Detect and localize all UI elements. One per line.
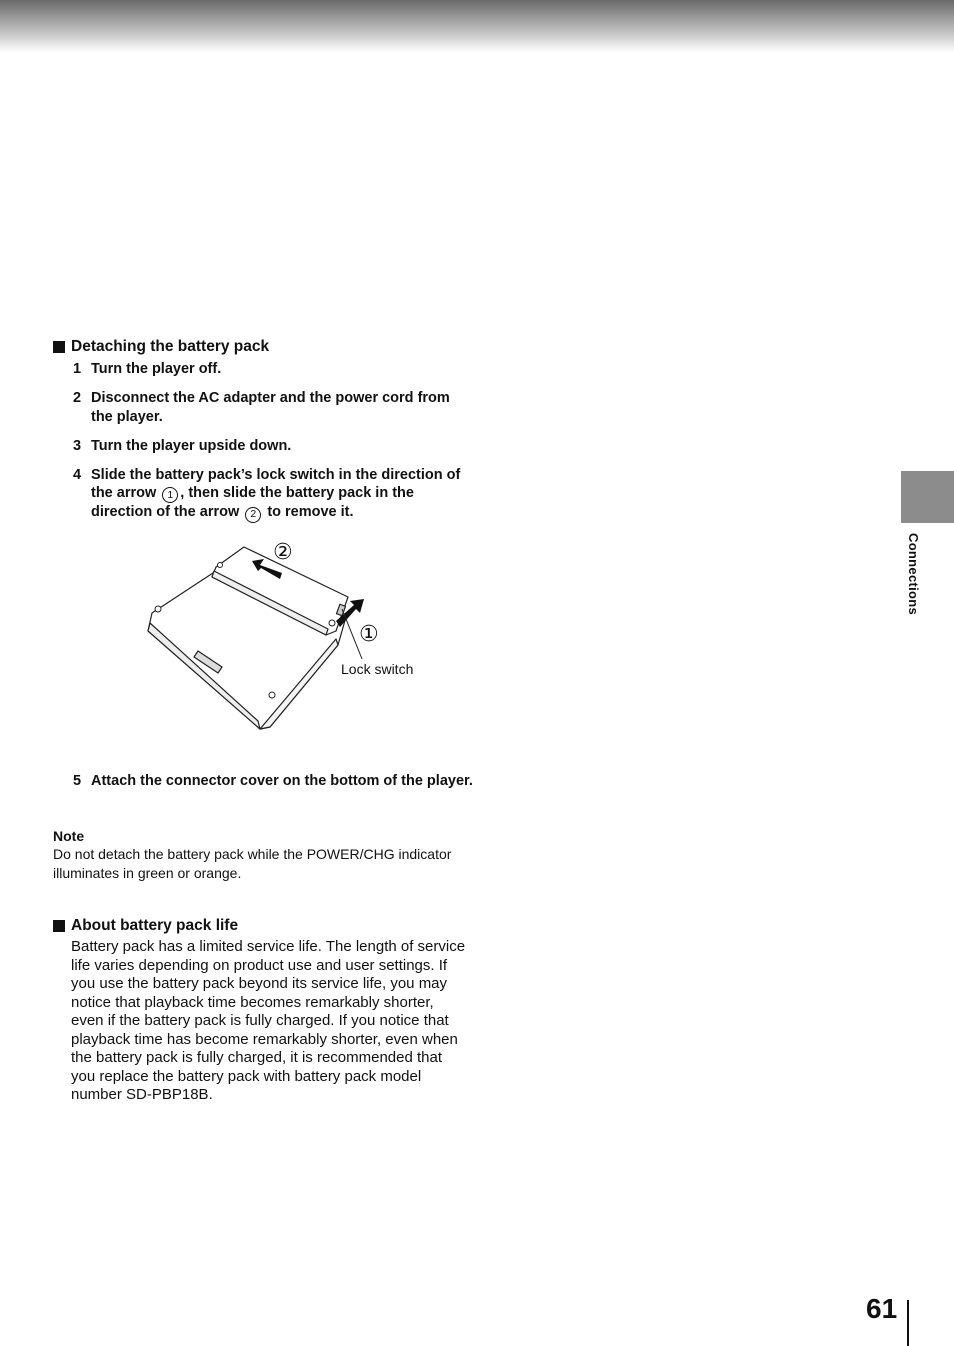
step-item bbox=[73, 772, 473, 791]
screw-icon bbox=[155, 606, 161, 612]
step-text-part: , then slide the battery pack in the direction of the arrow bbox=[91, 485, 414, 521]
square-bullet-icon bbox=[53, 341, 65, 353]
step-text-part: to remove it. bbox=[267, 504, 354, 521]
note-title: Note bbox=[53, 828, 85, 844]
step-text bbox=[91, 466, 473, 523]
circled-1-icon: 1 bbox=[162, 487, 178, 503]
page-number-rule bbox=[907, 1300, 909, 1346]
screw-icon bbox=[269, 692, 275, 698]
section-heading-detaching bbox=[53, 338, 269, 356]
step-item bbox=[73, 466, 473, 523]
step-number: 2 bbox=[73, 390, 82, 406]
header-band bbox=[0, 0, 954, 52]
screw-icon bbox=[329, 620, 335, 626]
lock-switch-label: Lock switch bbox=[341, 661, 414, 677]
step-number: 3 bbox=[73, 437, 82, 454]
step-item bbox=[73, 360, 473, 379]
side-tab-label: Connections bbox=[906, 533, 921, 616]
circled-2-icon: 2 bbox=[245, 507, 261, 523]
step-text: Turn the player upside down. bbox=[91, 437, 292, 454]
square-bullet-icon bbox=[53, 920, 65, 932]
battery-life-paragraph: Battery pack has a limited service life. The length of service life varies depending on product use and user settings. If you use the battery pack beyond its service life, you may notice that playback time becomes remarkably shorter, even if the battery pack is fully charged. If you notice that playback time has become remarkably shorter, even when the battery pack is fully charged, it is recommended that you replace the battery pack with battery pack model number SD-PBP18B. bbox=[71, 938, 466, 1103]
step-number: 4 bbox=[73, 466, 82, 483]
section-heading-life bbox=[53, 917, 238, 935]
step-text: Turn the player off. bbox=[91, 361, 222, 377]
section-title: Detaching the battery pack bbox=[71, 338, 270, 355]
step-text-part: Slide the battery pack’s lock switch in the direction of the arrow bbox=[91, 466, 461, 501]
step-number: 5 bbox=[73, 773, 82, 789]
step-text: Disconnect the AC adapter and the power cord from the player. bbox=[91, 390, 450, 425]
side-tab-marker bbox=[901, 471, 954, 523]
callout-2: ② bbox=[273, 540, 293, 565]
steps-list bbox=[73, 360, 473, 533]
steps-list-continued bbox=[73, 772, 473, 801]
step-item bbox=[73, 389, 473, 426]
note-body: Do not detach the battery pack while the POWER/CHG indicator illuminates in green or orange. bbox=[53, 846, 452, 881]
battery-removal-illustration bbox=[140, 535, 450, 735]
section-title: About battery pack life bbox=[71, 917, 239, 934]
step-item bbox=[73, 437, 473, 456]
step-text: Attach the connector cover on the bottom of the player. bbox=[91, 773, 473, 789]
step-number: 1 bbox=[73, 361, 82, 377]
callout-1: ① bbox=[359, 622, 379, 647]
screw-icon bbox=[218, 563, 223, 568]
page-number: 61 bbox=[866, 1293, 898, 1324]
